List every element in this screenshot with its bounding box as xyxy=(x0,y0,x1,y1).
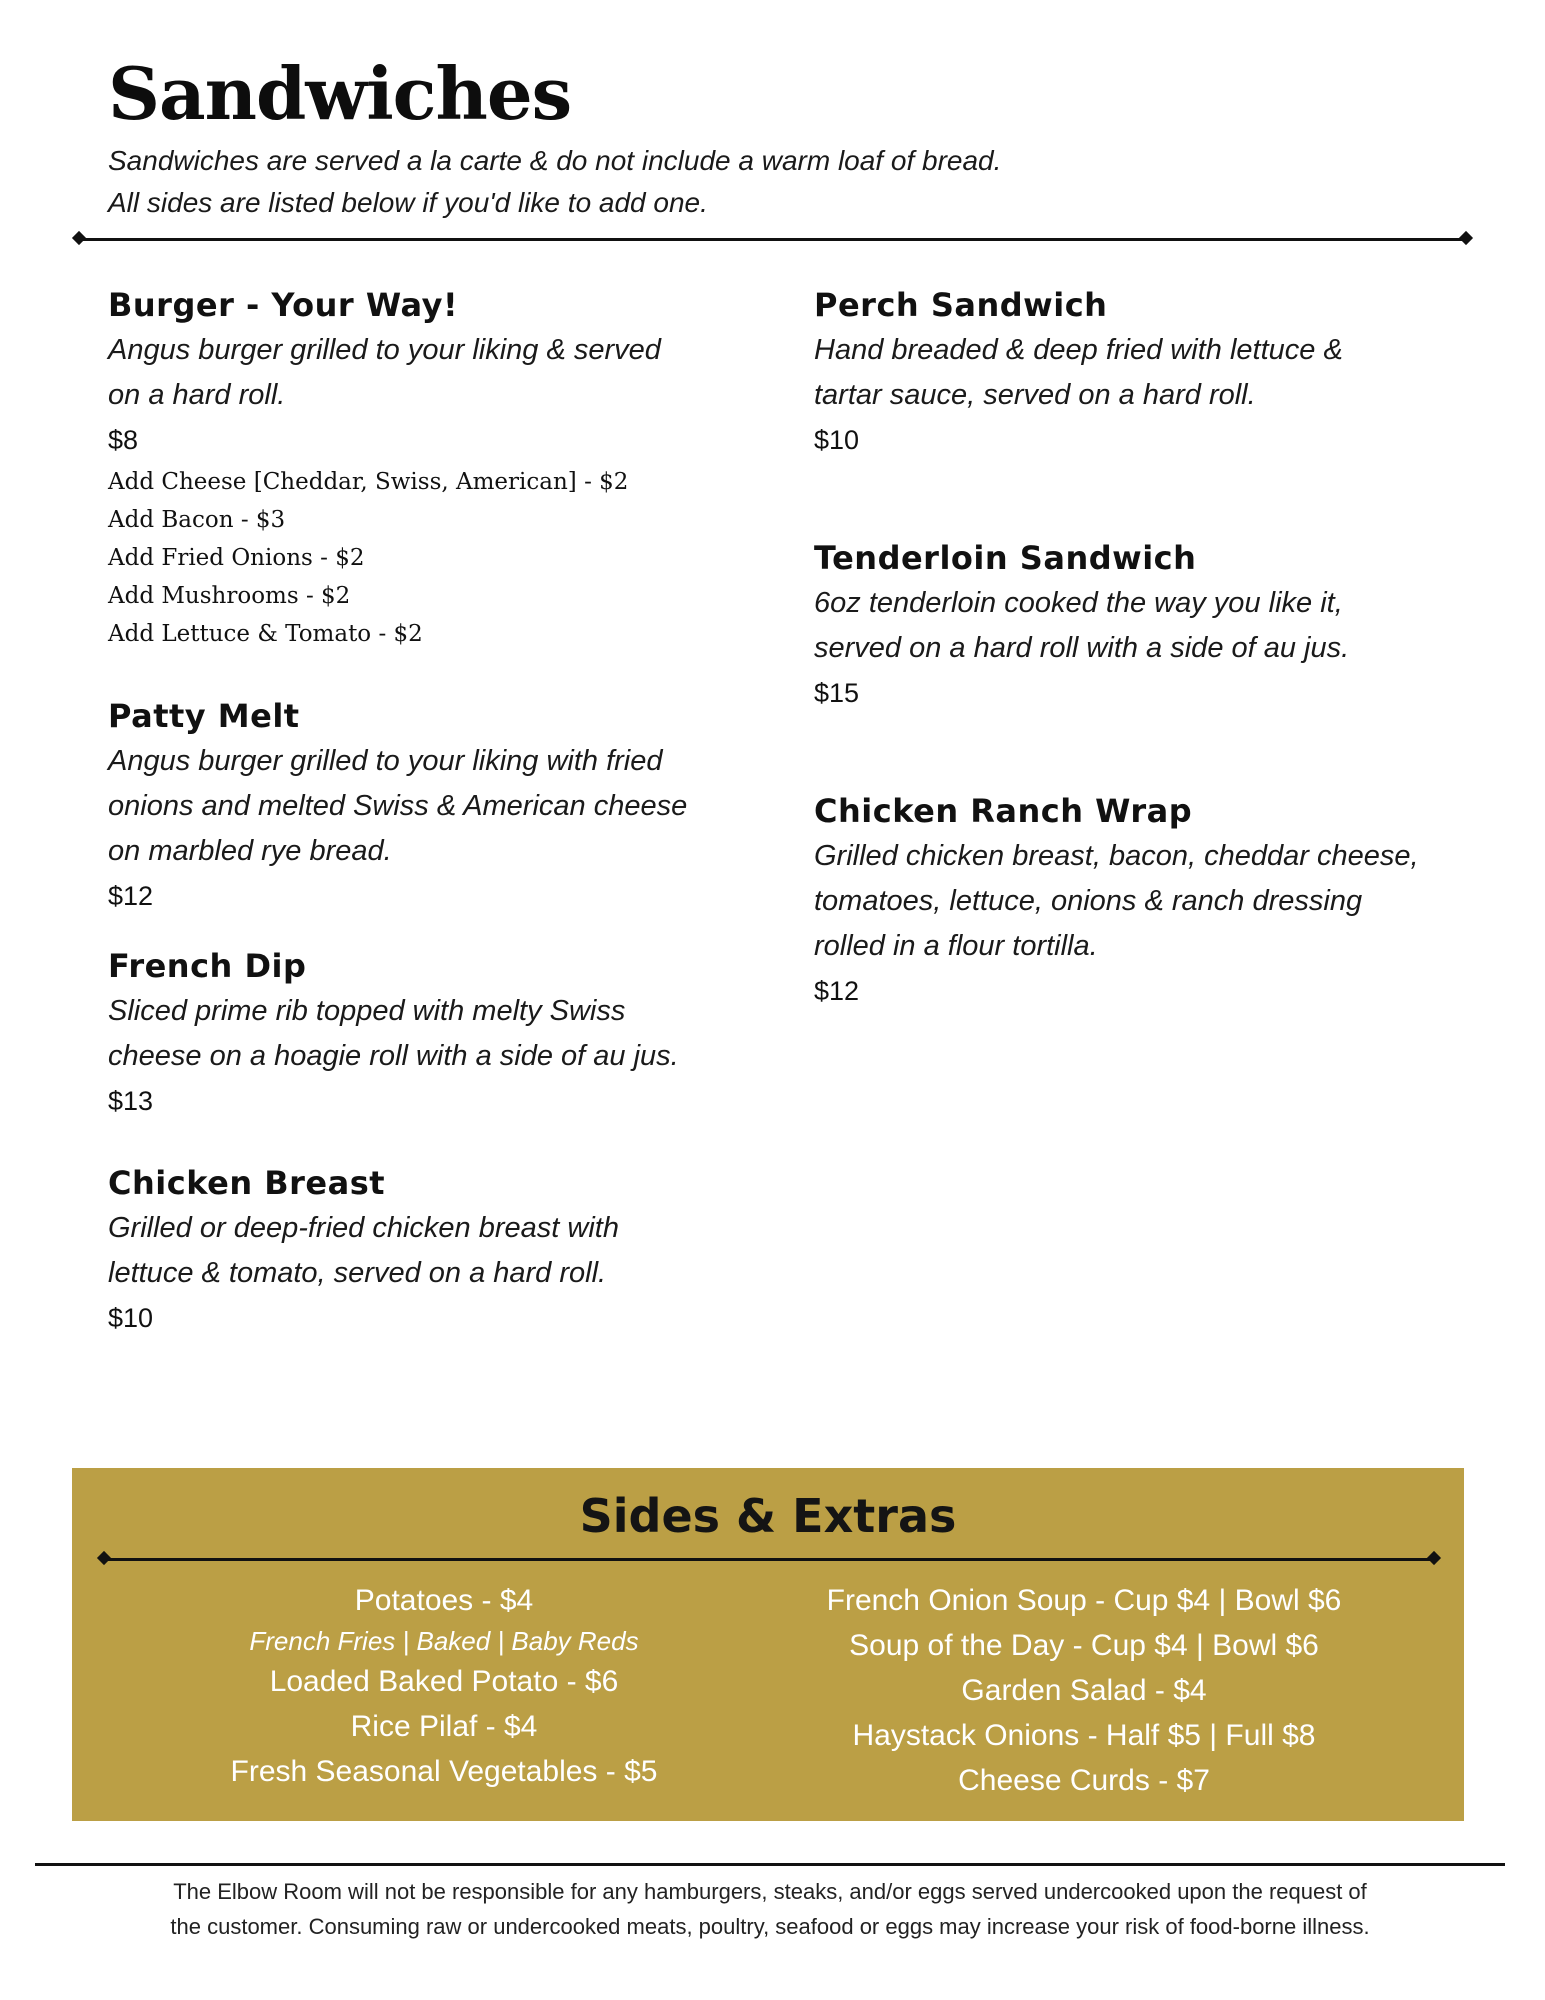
item-name: French Dip xyxy=(108,947,307,985)
description-line: tomatoes, lettuce, onions & ranch dressing xyxy=(814,885,1363,917)
sides-extras-panel xyxy=(72,1468,1464,1821)
addon-item: Add Mushrooms - $2 xyxy=(108,583,351,609)
header-divider xyxy=(80,238,1465,241)
side-item: French Onion Soup - Cup $4 | Bowl $6 xyxy=(826,1584,1342,1617)
sides-list-left xyxy=(124,1578,764,1794)
side-item: Loaded Baked Potato - $6 xyxy=(269,1665,619,1698)
menu-item-french-dip xyxy=(108,943,708,1124)
addon-list xyxy=(108,463,708,653)
description-line: Angus burger grilled to your liking & served xyxy=(108,334,661,366)
menu-item-tenderloin-sandwich xyxy=(814,535,1414,716)
addon-item: Add Bacon - $3 xyxy=(108,507,286,533)
item-name: Chicken Breast xyxy=(108,1164,386,1202)
intro-line: Sandwiches are served a la carte & do not include a warm loaf of bread. xyxy=(108,145,1002,176)
item-description xyxy=(814,834,1419,969)
description-line: tartar sauce, served on a hard roll. xyxy=(814,379,1256,411)
item-price: $12 xyxy=(814,976,860,1006)
description-line: served on a hard roll with a side of au jus. xyxy=(814,632,1350,664)
description-line: on marbled rye bread. xyxy=(108,835,392,867)
divider-end-diamond xyxy=(72,231,86,245)
item-price: $10 xyxy=(108,1303,154,1333)
item-name: Tenderloin Sandwich xyxy=(814,539,1197,577)
item-price: $8 xyxy=(108,425,139,455)
description-line: Grilled chicken breast, bacon, cheddar cheese, xyxy=(814,840,1419,872)
item-name: Patty Melt xyxy=(108,697,300,735)
item-price: $12 xyxy=(108,881,154,911)
sides-divider xyxy=(105,1558,1433,1561)
description-line: rolled in a flour tortilla. xyxy=(814,930,1098,962)
menu-column-left xyxy=(108,282,708,1341)
side-item: Fresh Seasonal Vegetables - $5 xyxy=(230,1755,658,1788)
addon-item: Add Lettuce & Tomato - $2 xyxy=(108,621,423,647)
side-item: Haystack Onions - Half $5 | Full $8 xyxy=(852,1719,1316,1752)
item-description xyxy=(108,328,708,418)
sides-title: Sides & Extras xyxy=(579,1489,957,1543)
side-item-options: French Fries | Baked | Baby Reds xyxy=(249,1626,639,1656)
item-name: Chicken Ranch Wrap xyxy=(814,792,1193,830)
item-description xyxy=(108,739,708,874)
intro-line: All sides are listed below if you'd like to add one. xyxy=(108,187,708,218)
item-description xyxy=(108,989,708,1079)
footer-rule xyxy=(35,1863,1505,1866)
item-price: $13 xyxy=(108,1086,154,1116)
item-name: Burger - Your Way! xyxy=(108,286,459,324)
description-line: cheese on a hoagie roll with a side of au jus. xyxy=(108,1040,679,1072)
page-title: Sandwiches xyxy=(108,51,572,136)
divider-end-diamond xyxy=(1459,231,1473,245)
sides-list-right xyxy=(764,1578,1404,1803)
side-item: Garden Salad - $4 xyxy=(961,1674,1207,1707)
side-item: Cheese Curds - $7 xyxy=(958,1764,1210,1797)
side-item: Rice Pilaf - $4 xyxy=(350,1710,538,1743)
item-description xyxy=(108,1206,708,1296)
description-line: Grilled or deep-fried chicken breast with xyxy=(108,1212,619,1244)
description-line: onions and melted Swiss & American cheese xyxy=(108,790,688,822)
intro-note xyxy=(108,140,1001,224)
item-price: $15 xyxy=(814,678,860,708)
description-line: on a hard roll. xyxy=(108,379,286,411)
side-item: Potatoes - $4 xyxy=(354,1584,534,1617)
description-line: Sliced prime rib topped with melty Swiss xyxy=(108,995,626,1027)
menu-item-perch-sandwich xyxy=(814,282,1414,463)
menu-item-chicken-breast xyxy=(108,1160,708,1341)
item-description xyxy=(814,581,1414,671)
description-line: Angus burger grilled to your liking with fried xyxy=(108,745,663,777)
item-description xyxy=(814,328,1414,418)
disclaimer-line: The Elbow Room will not be responsible for any hamburgers, steaks, and/or eggs served undercooked upon the request of xyxy=(173,1879,1367,1904)
description-line: 6oz tenderloin cooked the way you like it, xyxy=(814,587,1343,619)
food-safety-disclaimer xyxy=(60,1874,1480,1944)
item-name: Perch Sandwich xyxy=(814,286,1108,324)
item-price: $10 xyxy=(814,425,860,455)
menu-item-chicken-ranch-wrap xyxy=(814,788,1419,1014)
disclaimer-line: the customer. Consuming raw or undercooked meats, poultry, seafood or eggs may increase your risk of food-borne illness. xyxy=(170,1914,1370,1939)
side-item: Soup of the Day - Cup $4 | Bowl $6 xyxy=(849,1629,1319,1662)
divider-end-diamond xyxy=(97,1551,111,1565)
addon-item: Add Cheese [Cheddar, Swiss, American] - $2 xyxy=(108,469,629,495)
menu-item-burger xyxy=(108,282,708,653)
addon-item: Add Fried Onions - $2 xyxy=(108,545,365,571)
description-line: Hand breaded & deep fried with lettuce & xyxy=(814,334,1343,366)
divider-end-diamond xyxy=(1427,1551,1441,1565)
menu-item-patty-melt xyxy=(108,693,708,919)
description-line: lettuce & tomato, served on a hard roll. xyxy=(108,1257,607,1289)
menu-column-right xyxy=(814,282,1419,1014)
